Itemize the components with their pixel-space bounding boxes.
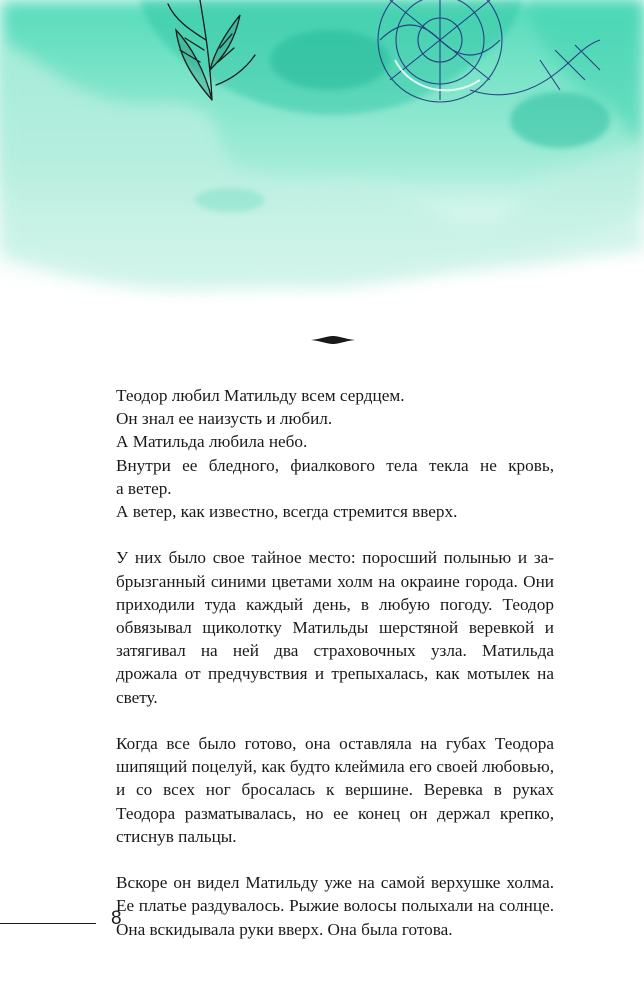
- text-line: Теодор любил Матильду всем сердцем.: [116, 386, 405, 405]
- text-line: Внутри ее бледного, фиалкового тела текла не кровь,: [116, 455, 554, 475]
- text-line: а ветер.: [116, 478, 172, 498]
- story-text: [116, 384, 554, 964]
- paragraph-2: У них было свое тайное место: поросший полынью и забрызганный синими цветами холм на окраине города. Они приходили туда каждый день, в любую погоду. Теодор обвязывал щиколотку Матильды шерстяной веревкой и затягивал на ней два страховочных узла. Матильда дрожала от предчувствия и трепыхалась, как мотылек на свету.: [116, 548, 554, 707]
- watercolor-illustration-icon: [0, 0, 644, 330]
- page-number: 8: [111, 908, 122, 929]
- footer-rule: [0, 923, 96, 924]
- paragraph-3: Когда все было готово, она оставляла на губах Теодора шипящий поцелуй, как будто клеймила его своей любовью, и со всех ног бросалась к вершине. Веревка в руках Теодора разматывалась, но ее конец он держал крепко, стиснув пальцы.: [116, 734, 554, 846]
- paragraph-4: Вскоре он видел Матильду уже на самой верхушке холма. Ее платье раздувалось. Рыжие волосы полыхали на солнце. Она вскидывала руки вверх. Она была готова.: [116, 873, 554, 939]
- text-line: А ветер, как известно, всегда стремится вверх.: [116, 502, 458, 522]
- paragraph-1: [116, 384, 554, 523]
- diamond-ornament-icon: [311, 336, 355, 344]
- text-line: Он знал ее наизусть и любил.: [116, 409, 333, 429]
- text-line: А Матильда любила небо.: [116, 432, 308, 452]
